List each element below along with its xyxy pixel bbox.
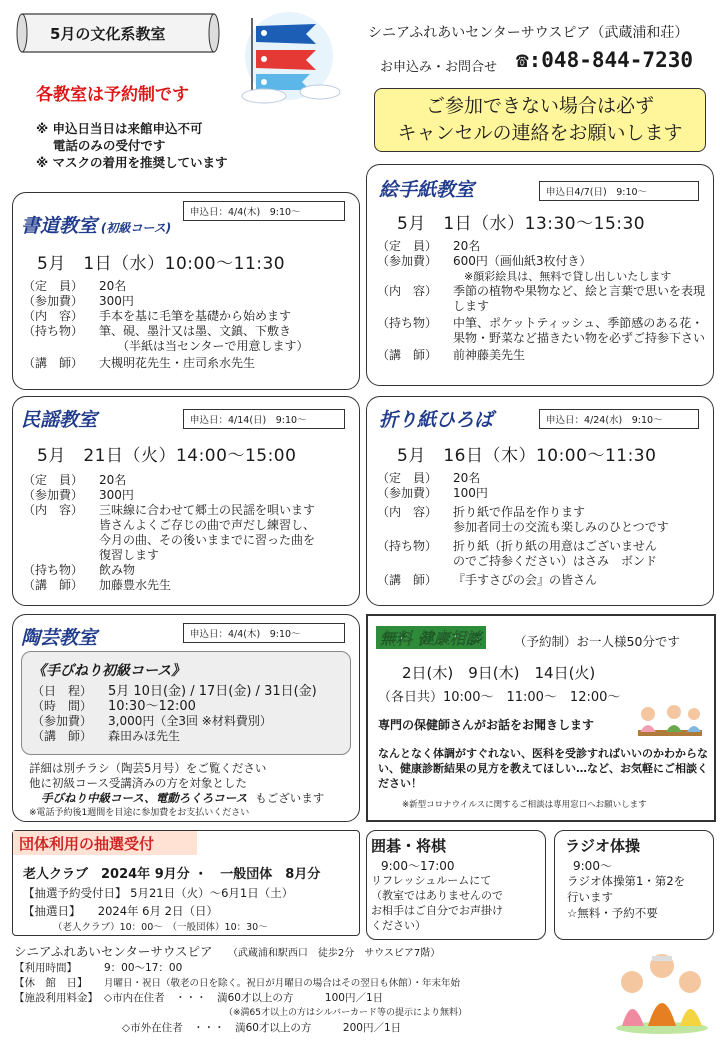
detail-row: （半紙は当センターで用意します） — [99, 339, 309, 353]
koinobori-icon — [234, 4, 344, 104]
detail-row: （持ち物） 筆、硯、墨汁又は墨、文鎮、下敷き — [23, 324, 292, 338]
minyo-deadline: 申込日：4/14(日) 9:10～ — [183, 409, 345, 429]
radio-lines — [567, 873, 685, 921]
kenko-days: 2日(木) 9日(木) 14日(火) — [402, 664, 596, 682]
detail-row: （参加費） 300円 — [23, 294, 134, 308]
detail-row: 復習します — [99, 548, 160, 562]
radio-line: 行います — [567, 890, 613, 904]
etegami-deadline: 申込日4/7(日) 9:10～ — [539, 181, 699, 201]
note-line: 電話のみの受付です — [36, 138, 166, 153]
shodo-details — [23, 279, 353, 371]
origami-title: 折り紙ひろば — [379, 409, 494, 431]
detail-row: 今月の曲、その後いままでに習った曲を — [99, 533, 316, 547]
shodo-subtitle: (初級コース) — [100, 221, 172, 235]
togei-note-tail: もございます — [255, 791, 325, 805]
togei-course-panel — [21, 651, 351, 755]
cancel-notice — [374, 88, 706, 152]
etegami-title: 絵手紙教室 — [379, 179, 475, 201]
contact-label: お申込み・お問合せ — [380, 60, 498, 75]
kenko-sub: （予約制）お一人様50分です — [514, 634, 680, 649]
togei-note: 他に初級コース受講済みの方を対象とした — [29, 776, 247, 790]
igo-lines — [371, 873, 503, 933]
footer-fee: 【施設利用料金】 ◇市内在住者 ・・・ 満60才以上の方 100円／1日 — [14, 992, 384, 1004]
footer-fee2: ◇市外在住者 ・・・ 満60才以上の方 200円／1日 — [122, 1022, 402, 1034]
detail-row: （日 程） 5月 10日(金) / 17日(金) / 31日(金) — [32, 684, 317, 699]
detail-row: （定 員） 20名 — [23, 279, 127, 293]
igo-line: ください） — [371, 919, 426, 932]
detail-row: ※顔彩絵具は、無料で貸し出しいたします — [453, 270, 672, 283]
detail-row: （定 員） 20名 — [377, 471, 481, 485]
lottery-line2: 【抽選予約受付日】 5月21日（火）～6月1日（土） — [23, 886, 294, 900]
igo-line: リフレッシュルームにて — [371, 874, 492, 887]
radio-box — [554, 830, 714, 940]
lottery-line1: 老人クラブ 2024年 9月分 ・ 一般団体 8月分 — [23, 867, 321, 882]
detail-row: （講 師） 加藤豊水先生 — [23, 578, 172, 592]
cancel-notice-line: キャンセルの連絡をお願いします — [397, 122, 683, 144]
minyo-date: 5月 21日（火）14:00～15:00 — [37, 446, 297, 466]
igo-line: （教室ではありませんので — [371, 889, 503, 902]
kenko-desc: なんとなく体調がすぐれない、医科を受診すればいいのかわからない、健康診断結果の見方を教えてほしい…など、お気軽にご相談ください！ — [378, 747, 708, 790]
detail-row: （内 容） 三味線に合わせて郷土の民謡を唄います — [23, 503, 316, 517]
togei-deadline: 申込日：4/4(木) 9:10～ — [183, 623, 345, 643]
radio-title: ラジオ体操 — [565, 837, 641, 855]
etegami-box — [366, 164, 714, 386]
detail-row: のでご持参ください）はさみ ボンド — [453, 554, 658, 568]
igo-time: 9:00～17:00 — [381, 859, 455, 873]
footer — [14, 944, 610, 1036]
detail-row: （持ち物） 中筆、ポケットティッシュ、季節感のある花・果物・野菜など描きたい物を必ずご持参下さい — [377, 316, 706, 345]
togei-note: 詳細は別チラシ（陶芸5月号）をご覧ください — [29, 761, 267, 775]
phone-number[interactable]: ☎:048-844-7230 — [516, 48, 694, 72]
detail-row: （参加費） 3,000円（全3回 ※材料費別） — [32, 714, 272, 728]
detail-row: （持ち物） 飲み物 — [23, 563, 136, 577]
detail-row: （講 師） 大槻明花先生・庄司糸水先生 — [23, 356, 256, 370]
detail-row: （持ち物） 折り紙（折り紙の用意はございません — [377, 539, 658, 553]
togei-advanced-courses: 手びねり中級コース、電動ろくろコース — [41, 791, 248, 805]
etegami-details — [377, 239, 711, 363]
footer-access: （武蔵浦和駅西口 徒歩2分 サウスピア7階） — [227, 948, 441, 959]
shodo-box — [12, 192, 360, 390]
detail-row: （参加費） 300円 — [23, 488, 134, 502]
elderly-group-icon — [612, 946, 712, 1036]
footer-closed: 【休 館 日】 月曜日・祝日（敬老の日を除く。祝日が月曜日の場合はその翌日も休館）・年末年始 — [14, 977, 461, 989]
shodo-title — [21, 211, 171, 238]
togei-note — [29, 791, 357, 806]
shodo-deadline: 申込日：4/4(木) 9:10～ — [183, 201, 345, 221]
minyo-box — [12, 396, 360, 606]
togei-title: 陶芸教室 — [21, 627, 98, 649]
footer-heading — [14, 944, 610, 961]
origami-details — [377, 471, 711, 588]
detail-row: 参加者同士の交流も楽しみのひとつです — [453, 520, 669, 534]
shodo-title-text: 書道教室 — [21, 215, 98, 237]
lottery-line3: 【抽選日】 2024年 6月 2日（日） — [23, 904, 218, 918]
header-notes — [36, 120, 228, 171]
togei-notes — [29, 761, 357, 821]
igo-box — [366, 830, 546, 940]
origami-box — [366, 396, 714, 606]
lottery-line4: （老人クラブ）10：00～ （一般団体）10：30～ — [53, 922, 268, 933]
detail-row: （内 容） 折り紙で作品を作ります — [377, 505, 586, 519]
detail-row: （内 容） 季節の植物や果物など、絵と言葉で思いを表現します — [377, 284, 706, 313]
detail-row: （講 師） 森田みほ先生 — [32, 729, 181, 743]
detail-row: （内 容） 手本を基に毛筆を基礎から始めます — [23, 309, 292, 323]
detail-row: （定 員） 20名 — [23, 473, 127, 487]
radio-line: ラジオ体操第1・第2を — [567, 874, 686, 888]
footer-name: シニアふれあいセンターサウスピア — [14, 944, 213, 959]
togei-box — [12, 614, 360, 822]
detail-row: （参加費） 600円（画仙紙3枚付き） — [377, 254, 592, 268]
consultation-illustration-icon — [630, 700, 710, 744]
kenko-times: （各日共）10:00～ 11:00～ 12:00～ — [378, 690, 621, 705]
scroll-banner — [14, 8, 220, 60]
togei-course: 《手びねり初級コース》 — [32, 663, 186, 679]
reservation-note: 各教室は予約制です — [36, 85, 189, 105]
radio-line: ☆無料・予約不要 — [567, 906, 658, 920]
scroll-title: 5月の文化系教室 — [50, 25, 166, 43]
kenko-box — [366, 614, 716, 822]
detail-row: （参加費） 100円 — [377, 486, 488, 500]
kenko-lead: 専門の保健師さんがお話をお聞きします — [378, 718, 595, 732]
detail-row: （講 師） 『手すさびの会』の皆さん — [377, 573, 598, 587]
detail-row: （定 員） 20名 — [377, 239, 481, 253]
footer-hours: 【利用時間】 9：00～17：00 — [14, 962, 183, 974]
etegami-date: 5月 1日（水）13:30～15:30 — [397, 214, 646, 234]
detail-row: （時 間） 10:30～12:00 — [32, 699, 196, 714]
footer-fee-note: （※満65才以上の方はシルバーカード等の提示により無料） — [224, 1008, 467, 1018]
igo-line: お相手はご自分でお声掛け — [371, 904, 503, 917]
origami-date: 5月 16日（木）10:00～11:30 — [397, 446, 657, 466]
note-line: ※ 申込日当日は来館申込不可 — [36, 121, 203, 136]
origami-deadline: 申込日：4/24(水) 9:10～ — [539, 409, 699, 429]
togei-details — [32, 684, 348, 744]
radio-time: 9:00～ — [573, 859, 612, 873]
minyo-title: 民謡教室 — [21, 409, 98, 431]
lottery-box — [12, 830, 360, 936]
detail-row: （講 師） 前神藤美先生 — [377, 348, 526, 362]
lottery-title: 団体利用の抽選受付 — [13, 831, 197, 855]
center-name: シニアふれあいセンターサウスピア（武蔵浦和荘） — [368, 25, 689, 41]
note-line: ※ マスクの着用を推奨しています — [36, 155, 228, 170]
minyo-details — [23, 473, 353, 593]
igo-title: 囲碁・将棋 — [371, 837, 447, 855]
kenko-note: ※新型コロナウイルスに関するご相談は専用窓口へお願いします — [402, 800, 647, 810]
togei-payment-note: ※電話予約後1週間を目途に参加費をお支払いください — [29, 808, 250, 818]
shodo-date: 5月 1日（水）10:00～11:30 — [37, 254, 286, 274]
kenko-title: 無料 健康相談 — [376, 626, 486, 649]
cancel-notice-line: ご参加できない場合は必ず — [425, 95, 654, 117]
detail-row: 皆さんよくご存じの曲で声だし練習し、 — [99, 518, 316, 532]
